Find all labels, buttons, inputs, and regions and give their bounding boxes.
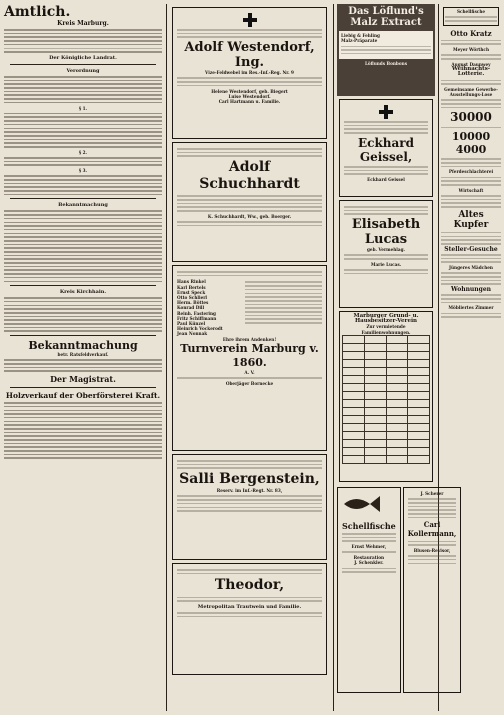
ad-title: Pferdeschlachterei	[448, 169, 494, 175]
signature: Der Magistrat.	[50, 374, 116, 385]
ad-small	[443, 7, 499, 26]
ad-sub: Blusen-Revisor,	[413, 547, 451, 553]
obituary-bergenstein	[172, 454, 327, 560]
member-name: Herm. Böttes	[177, 300, 209, 306]
ad-subtitle: Malz-Präparate	[341, 38, 378, 44]
fish-icon	[342, 493, 382, 515]
member-name: Hans Rinkel	[177, 279, 206, 285]
ad-title: Wohnungen	[450, 286, 492, 294]
club-name: Turnverein Marburg v. 1860.	[180, 341, 319, 369]
ad-name: J. Schenkler.	[354, 560, 384, 566]
table-subtitle: Zur vermietende Familienwohnungen.	[361, 324, 411, 335]
ad-title: Gemeinsame Gewerbe-Ausstellungs-Lose	[444, 86, 498, 98]
obituary-name: Salli Bergenstein,	[179, 471, 320, 488]
notice-heading: Holzverkauf der Oberförsterei Kraft.	[5, 391, 161, 401]
ad-title: Wirtschaft	[458, 187, 484, 193]
member-name: Heinrich Vockerodt	[177, 326, 223, 332]
obituary-name: Elisabeth Lucas	[351, 217, 421, 248]
ad-title: Otto Kratz	[450, 28, 492, 38]
member-name: Konrad Dill	[177, 305, 205, 311]
column-rule	[333, 4, 334, 711]
notice-heading: Bekanntmachung	[28, 338, 138, 352]
member-name: Paul Künzel	[177, 321, 206, 326]
obituary-westendorf	[172, 7, 327, 139]
obituary-footer: Ehre ihrem Andenken!	[222, 336, 277, 342]
obituary-family: Helene Westendorf, geb. Biegert	[211, 88, 288, 94]
obituary-sub: geb. Vermehlag.	[366, 247, 405, 253]
prize-amount: 30000	[450, 110, 492, 125]
obituary-name: Adolf Schuchhardt	[199, 159, 300, 193]
names-list	[177, 279, 241, 336]
paragraph-number: § 1.	[78, 105, 88, 111]
obituary-geissel	[339, 99, 433, 197]
ad-title: Das Löflund's Malz Extract	[348, 6, 424, 28]
obituary-subtitle: Vize-Feldwebel im Res.-Inf.-Reg. Nr. 9	[205, 70, 294, 76]
club-sub: A. V.	[244, 369, 255, 375]
obituary-family: Luise Westendorf.	[228, 93, 271, 99]
housing-grid	[342, 335, 430, 464]
cross-icon	[243, 13, 257, 27]
section-heading: Kreis Marburg.	[57, 20, 109, 27]
obituary-schuchhardt	[172, 142, 327, 262]
table-title: Marburger Grund- u. Hausbesitzer-Verein	[353, 313, 419, 325]
obituary-family: Carl Hartmann u. Familie.	[218, 98, 281, 104]
ad-malz-extract	[337, 4, 435, 96]
masthead: Amtlich.	[4, 4, 71, 20]
housing-table	[339, 311, 433, 482]
prize-amount: 10000	[451, 130, 491, 144]
member-name: Otto Schlierl	[177, 294, 208, 300]
column-official	[4, 4, 162, 711]
obituary-signature: Oberjäger Bornecke	[225, 380, 274, 386]
ad-bonbons: Löflunds Bonbons	[364, 60, 408, 66]
notice-heading: Kreis Kirchhain.	[59, 289, 107, 296]
ad-title: Schellfische	[456, 9, 486, 14]
ad-title: Meyer Wörthch	[453, 47, 489, 53]
column-rule	[166, 4, 167, 711]
ad-title: Weihnachts-Lotterie.	[451, 66, 491, 78]
obituary-family: Metropolitan Trautwein und Familie.	[197, 603, 302, 610]
ad-subtitle: Liebig & Fehling	[341, 33, 380, 38]
ad-title: Restauration	[353, 555, 385, 561]
ad-title: Steller-Gesuche	[444, 245, 498, 253]
obituary-turnverein	[172, 265, 327, 451]
obituary-name: Adolf Westendorf, Ing.	[184, 40, 315, 71]
paragraph-number: § 3.	[78, 168, 88, 174]
ad-fish	[337, 487, 401, 693]
paragraph-number: § 2.	[78, 149, 88, 155]
member-name: Fritz Schiffmann	[177, 315, 217, 321]
member-name: Ernst Speck	[177, 289, 206, 295]
notice-subheading: betr. Ratsfeldverkauf.	[57, 351, 109, 357]
ad-seller: Ernst Wehmer,	[351, 544, 387, 550]
ads-bottom	[337, 485, 457, 695]
column-obituaries	[170, 4, 329, 711]
obituary-sub: Eckhard Geissel	[367, 177, 405, 182]
obituary-subtitle: Reserv. im Inf.-Regt. Nr. 83,	[216, 488, 283, 494]
member-name: Karl Bertels	[177, 284, 206, 290]
cross-icon	[379, 105, 393, 119]
notice-heading: Der Königliche Landrat.	[49, 54, 117, 61]
column-ads	[337, 4, 457, 711]
column-classifieds	[441, 4, 501, 711]
notice-heading: Verordnung	[66, 67, 100, 74]
ad-title: Möbliertes Zimmer	[448, 305, 494, 311]
ad-title: Schellfische	[342, 521, 396, 531]
obituary-name: Theodor,	[214, 577, 285, 594]
obituary-family: K. Schuchhardt, Ww., geb. Boerger.	[207, 213, 292, 219]
obituary-name: Eckhard Geissel,	[358, 135, 414, 164]
notice-heading: Bekanntmachung	[58, 202, 108, 209]
obituary-theodor	[172, 563, 327, 675]
ad-title: Altes Kupfer	[453, 209, 489, 230]
ad-title: Carl Kollermann,	[407, 520, 457, 539]
obituary-lucas	[339, 200, 433, 308]
obituary-family: Marie Lucas.	[370, 261, 402, 267]
ad-title: Jüngeres Mädchen	[449, 265, 493, 270]
member-name: Jean Nonnak	[177, 331, 208, 337]
ad-title: August Daunwey	[451, 61, 491, 67]
prize-amount: 4000	[455, 143, 487, 157]
member-name: Reinh. Fastering	[177, 310, 216, 316]
ad-sheriff: J. Scherer	[420, 491, 444, 496]
